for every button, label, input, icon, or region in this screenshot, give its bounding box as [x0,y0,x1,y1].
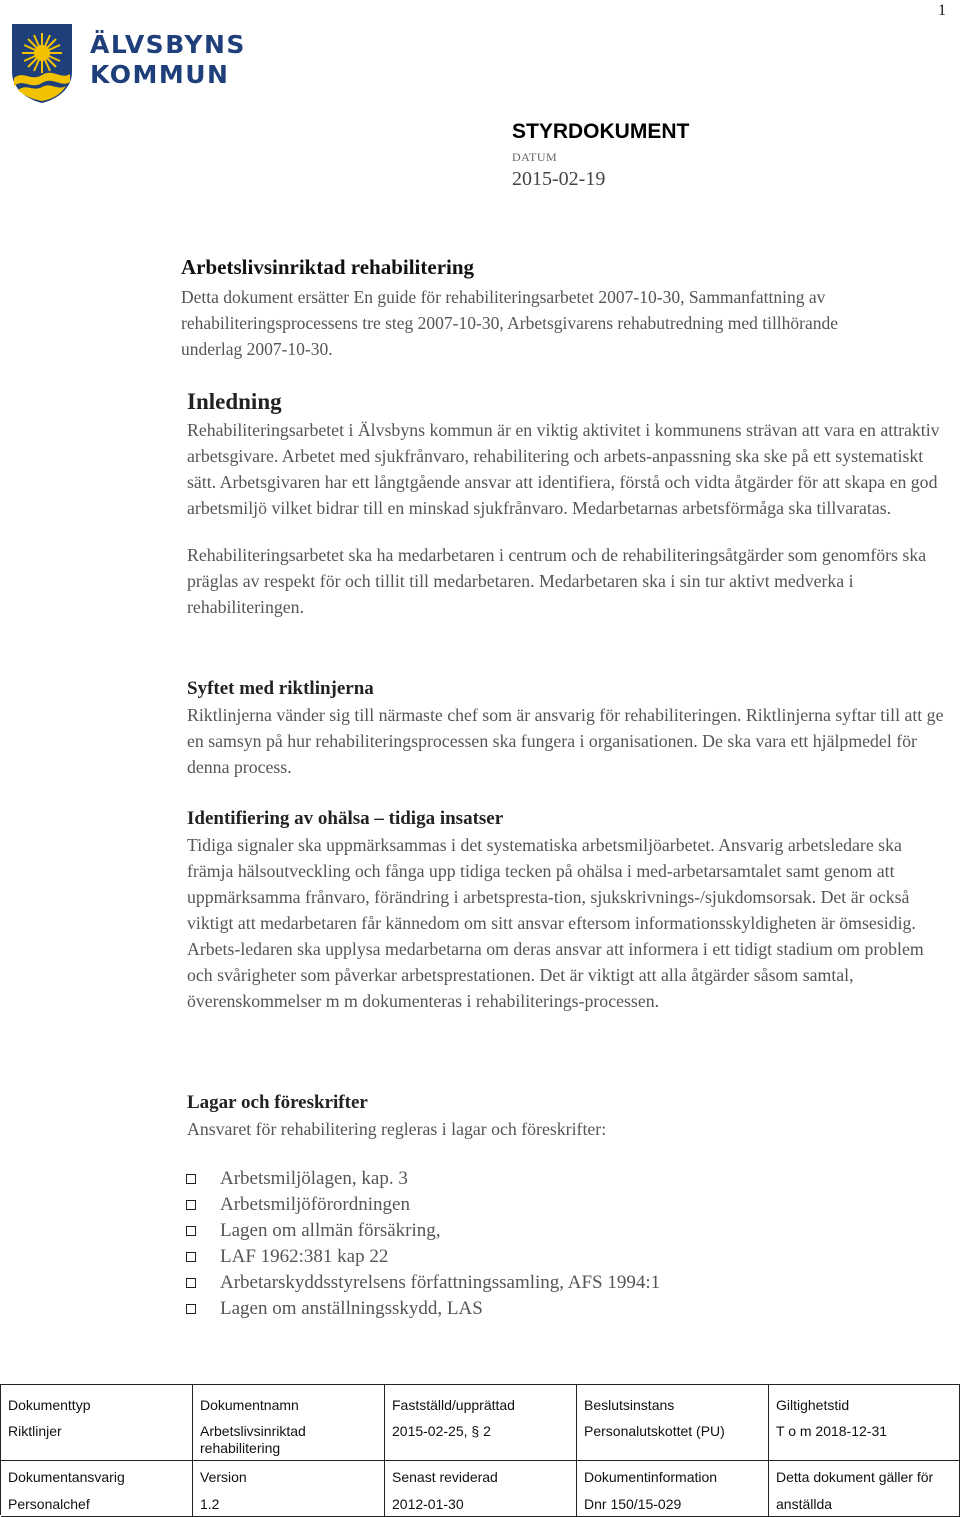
checkbox-bullet-icon [186,1252,196,1262]
checkbox-bullet-icon [186,1226,196,1236]
section-paragraph: Tidiga signaler ska uppmärksammas i det systematiska arbetsmiljöarbetet. Ansvarig arbetsledare ska främja hälsoutveckling och fånga upp tidiga tecken på ohälsa i med-arbetarsamtalet samt genom att uppmärksamma frånvaro, förändring i arbetspresta-tion, sjukskrivnings-/sjukdomsorsak. Det är också viktigt att medarbetaren får kännedom om sitt ansvar eftersom informationsskyldigheten är ömsesidig. Arbets-ledaren ska upplysa medarbetarna om deras ansvar att informera i ett tidigt stadium om problem och svårigheter som påverkar arbetsprestationen. Det är viktigt att alla åtgärder såsom samtal, överenskommelser m m dokumenteras i rehabiliterings-processen. [187,835,924,1011]
document-type-heading: STYRDOKUMENT [512,120,690,143]
section-heading: Inledning [187,389,282,414]
table-cell [193,1461,385,1517]
table-cell [769,1385,960,1461]
checkbox-bullet-icon [186,1174,196,1184]
cell-value: 1.2 [200,1496,220,1512]
document-info-table [0,1384,960,1515]
kommun-logo-shield-icon [9,20,75,104]
cell-value: T o m 2018-12-31 [776,1423,888,1439]
section-identifiering [187,806,947,1014]
datum-label: DATUM [512,150,558,164]
cell-value: Personalutskottet (PU) [584,1423,725,1439]
intro-paragraph: Detta dokument ersätter En guide för rehabiliteringsarbetet 2007-10-30, Sammanfattning av rehabiliteringsprocessens tre steg 2007-10-30, Arbetsgivarens rehabutredning med tillhörande underlag 2007-10-30. [181,287,839,359]
section-lagar [187,1090,947,1142]
cell-value: 2015-02-25, § 2 [392,1423,491,1439]
cell-label: Senast reviderad [392,1469,498,1485]
cell-label: Detta dokument gäller för [776,1469,934,1485]
cell-label: Dokumentansvarig [8,1469,125,1485]
cell-label: Fastställd/upprättad [392,1397,515,1413]
cell-value: Arbetslivsinriktad rehabilitering [200,1423,306,1456]
law-list [184,1166,660,1322]
checkbox-bullet-icon [186,1278,196,1288]
table-cell [385,1385,577,1461]
section-heading: Lagar och föreskrifter [187,1092,368,1113]
checkbox-bullet-icon [186,1304,196,1314]
section-paragraph: Rehabiliteringsarbetet i Älvsbyns kommun är en viktig aktivitet i kommunens strävan att vara en attraktiv arbetsgivare. Arbetet med sjukfrånvaro, rehabilitering och arbets-anpassning ska ske på ett systematiskt sätt. Arbetsgivaren har ett långtgående ansvar att identifiera, förstå och vidta åtgärder för att skapa en god arbetsmiljö vilket bidrar till en minskad sjukfrånvaro. Medarbetarnas arbetsförmåga ska tillvaratas. [187,420,940,518]
section-heading: Identifiering av ohälsa – tidiga insatser [187,808,504,829]
cell-value: anställda [776,1496,833,1512]
section-syftet [187,676,947,780]
table-cell [769,1461,960,1517]
datum-value: 2015-02-19 [512,168,606,190]
logo-line-2: KOMMUN [90,60,230,89]
section-heading: Syftet med riktlinjerna [187,678,374,699]
section-inledning [187,387,947,620]
cell-label: Beslutsinstans [584,1397,675,1413]
table-cell [1,1385,193,1461]
cell-label: Version [200,1469,247,1485]
cell-label: Dokumenttyp [8,1397,91,1413]
cell-value: Personalchef [8,1496,90,1512]
cell-label: Dokumentnamn [200,1397,299,1413]
checkbox-bullet-icon [186,1200,196,1210]
cell-value: Dnr 150/15-029 [584,1496,682,1512]
list-item: Lagen om allmän försäkring, [184,1218,660,1244]
table-cell [577,1461,769,1517]
table-cell [577,1385,769,1461]
section-paragraph: Rehabiliteringsarbetet ska ha medarbetaren i centrum och de rehabiliteringsåtgärder som genomförs ska präglas av respekt för och tillit till medarbetaren. Medarbetaren ska i sin tur aktivt medverka i rehabiliteringen. [187,545,927,617]
table-cell [1,1461,193,1517]
kommun-logo-text [90,30,246,90]
cell-value: 2012-01-30 [392,1496,464,1512]
table-cell [193,1385,385,1461]
document-title: Arbetslivsinriktad rehabilitering [181,255,475,279]
cell-label: Giltighetstid [776,1397,850,1413]
list-item: Lagen om anställningsskydd, LAS [184,1296,660,1322]
cell-value: Riktlinjer [8,1423,62,1439]
cell-label: Dokumentinformation [584,1469,718,1485]
table-cell [385,1461,577,1517]
list-item: Arbetsmiljölagen, kap. 3 [184,1166,660,1192]
page-number: 1 [938,2,946,19]
logo-line-1: ÄLVSBYNS [90,30,246,59]
list-item: Arbetarskyddsstyrelsens författningssamling, AFS 1994:1 [184,1270,660,1296]
section-paragraph: Riktlinjerna vänder sig till närmaste chef som är ansvarig för rehabiliteringen. Riktlinjerna syftar till att ge en samsyn på hur rehabiliteringsprocessen ska fungera i organisationen. De ska vara ett hjälpmedel för denna process. [187,705,944,777]
list-item: LAF 1962:381 kap 22 [184,1244,660,1270]
section-paragraph: Ansvaret för rehabilitering regleras i lagar och föreskrifter: [187,1119,607,1139]
list-item: Arbetsmiljöförordningen [184,1192,660,1218]
